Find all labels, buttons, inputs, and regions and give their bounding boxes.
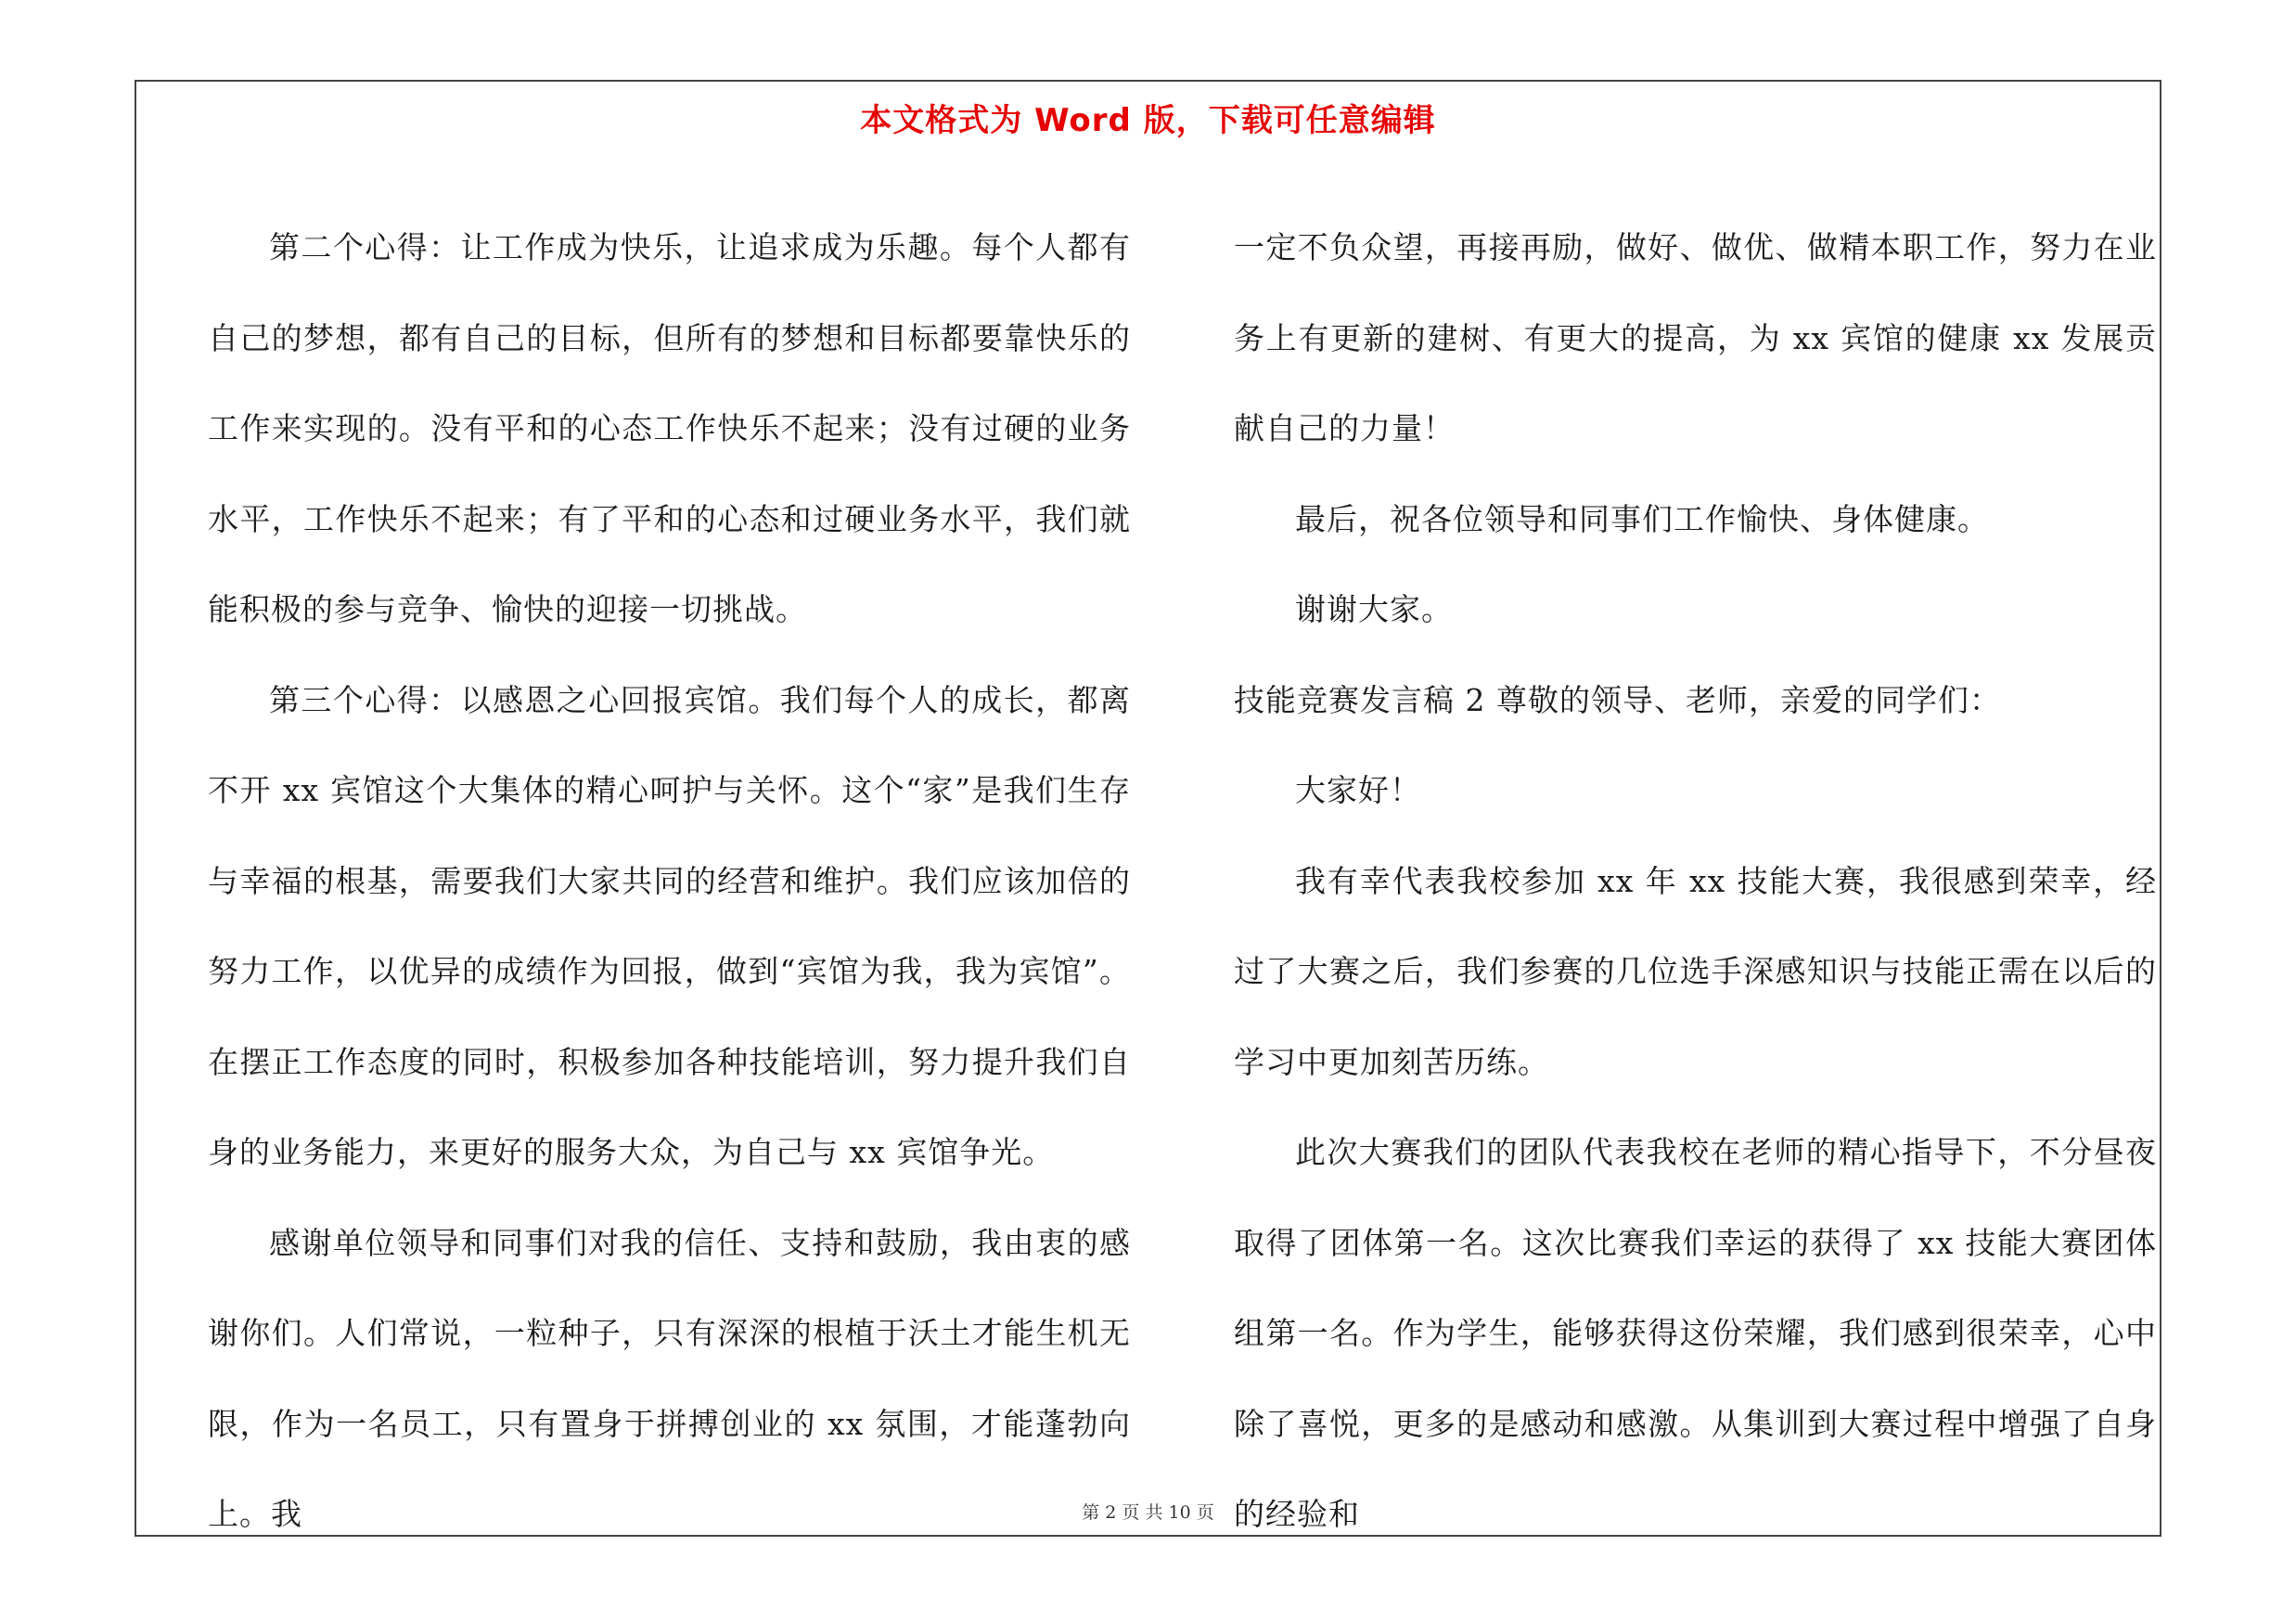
paragraph: 此次大赛我们的团队代表我校在老师的精心指导下，不分昼夜取得了团体第一名。这次比赛我们幸运的获得了 xx 技能大赛团体组第一名。作为学生，能够获得这份荣耀，我们感到很荣幸，心中除了喜悦，更多的是感动和感激。从集训到大赛过程中增强了自身的经验和 (1234, 1134, 2157, 1532)
paragraph: 最后，祝各位领导和同事们工作愉快、身体健康。 (1295, 500, 1989, 537)
left-column (208, 202, 1131, 1560)
paragraph-continued: 一定不负众望，再接再励，做好、做优、做精本职工作，努力在业务上有更新的建树、有更大的提高，为 xx 宾馆的健康 xx 发展贡献自己的力量！ (1234, 229, 2157, 446)
paragraph: 大家好！ (1295, 772, 1421, 808)
paragraph: 谢谢大家。 (1295, 591, 1453, 627)
paragraph: 第二个心得：让工作成为快乐，让追求成为乐趣。每个人都有自己的梦想，都有自己的目标，但所有的梦想和目标都要靠快乐的工作来实现的。没有平和的心态工作快乐不起来；没有过硬的业务水平，工作快乐不起来；有了平和的心态和过硬业务水平，我们就能积极的参与竞争、愉快的迎接一切挑战。 (208, 229, 1131, 627)
right-column (1234, 202, 2157, 1560)
section-heading: 技能竞赛发言稿 2 尊敬的领导、老师，亲爱的同学们： (1234, 681, 2001, 718)
paragraph: 我有幸代表我校参加 xx 年 xx 技能大赛，我很感到荣幸，经过了大赛之后，我们参赛的几位选手深感知识与技能正需在以后的学习中更加刻苦历练。 (1234, 862, 2157, 1080)
paragraph: 感谢单位领导和同事们对我的信任、支持和鼓励，我由衷的感谢你们。人们常说，一粒种子，只有深深的根植于沃土才能生机无限，作为一名员工，只有置身于拼搏创业的 xx 氛围，才能蓬勃向上。我 (208, 1224, 1131, 1532)
header-banner: 本文格式为 Word 版，下载可任意编辑 (860, 102, 1436, 139)
paragraph: 第三个心得：以感恩之心回报宾馆。我们每个人的成长，都离不开 xx 宾馆这个大集体的精心呵护与关怀。这个“家”是我们生存与幸福的根基，需要我们大家共同的经营和维护。我们应该加倍的努力工作，以优异的成绩作为回报，做到“宾馆为我，我为宾馆”。在摆正工作态度的同时，积极参加各种技能培训，努力提升我们自身的业务能力，来更好的服务大众，为自己与 xx 宾馆争光。 (208, 681, 1131, 1170)
document-page (135, 80, 2161, 1537)
page-number: 第 2 页 共 10 页 (1082, 1502, 1214, 1523)
